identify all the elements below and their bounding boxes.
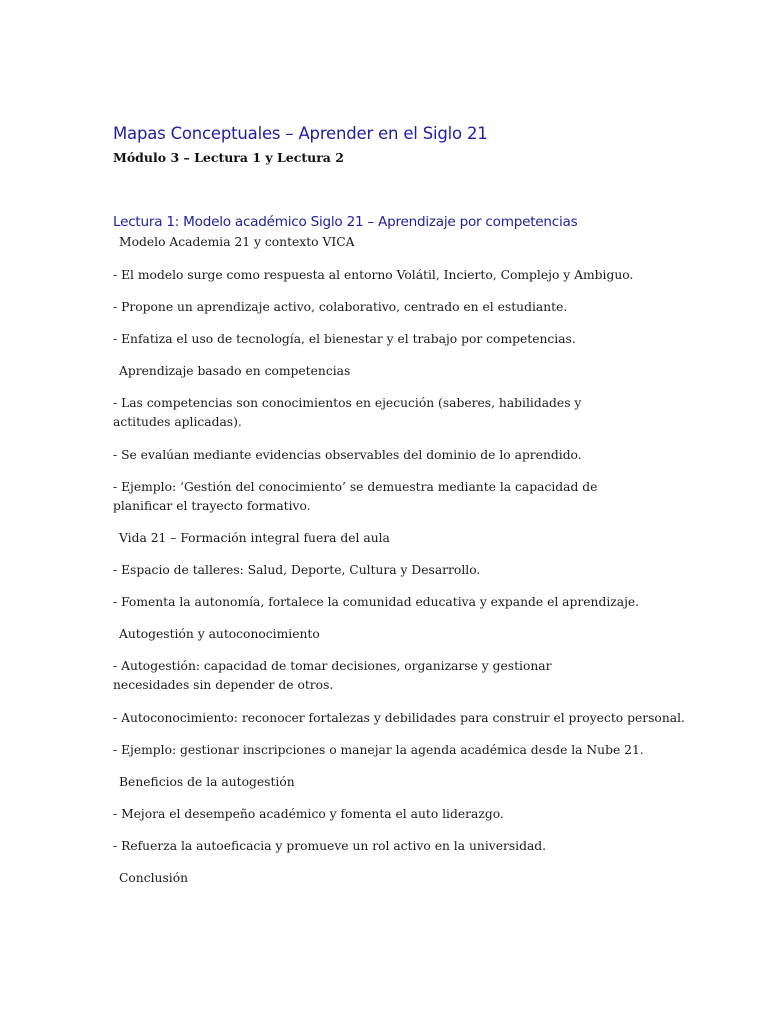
document-title: Mapas Conceptuales – Aprender en el Siglo 21 <box>113 124 488 143</box>
list-item: - Ejemplo: ‘Gestión del conocimiento’ se demuestra mediante la capacidad de planificar el trayecto formativo. <box>113 480 598 513</box>
list-item: - Se evalúan mediante evidencias observables del dominio de lo aprendido. <box>113 448 582 462</box>
list-item: - Propone un aprendizaje activo, colaborativo, centrado en el estudiante. <box>113 300 568 314</box>
subheading-aprendizaje-competencias: Aprendizaje basado en competencias <box>119 364 351 378</box>
subheading-vida-21: Vida 21 – Formación integral fuera del aula <box>119 531 390 545</box>
list-item: - Autoconocimiento: reconocer fortalezas y debilidades para construir el proyecto personal. <box>113 711 685 725</box>
subheading-autogestion: Autogestión y autoconocimiento <box>119 627 320 641</box>
list-item: - Fomenta la autonomía, fortalece la comunidad educativa y expande el aprendizaje. <box>113 595 640 609</box>
subheading-beneficios: Beneficios de la autogestión <box>119 775 295 789</box>
section-heading-lectura-1: Lectura 1: Modelo académico Siglo 21 – Aprendizaje por competencias <box>113 214 578 230</box>
list-item: - Ejemplo: gestionar inscripciones o manejar la agenda académica desde la Nube 21. <box>113 743 644 757</box>
list-item: - Enfatiza el uso de tecnología, el bienestar y el trabajo por competencias. <box>113 332 576 346</box>
list-item: - Las competencias son conocimientos en ejecución (saberes, habilidades y actitudes aplicadas). <box>113 396 582 429</box>
list-item: - Mejora el desempeño académico y fomenta el auto liderazgo. <box>113 807 504 821</box>
list-item: - Refuerza la autoeficacia y promueve un rol activo en la universidad. <box>113 839 547 853</box>
list-item: - El modelo surge como respuesta al entorno Volátil, Incierto, Complejo y Ambiguo. <box>113 268 634 282</box>
subheading-conclusion: Conclusión <box>119 871 189 885</box>
list-item: - Espacio de talleres: Salud, Deporte, Cultura y Desarrollo. <box>113 563 481 577</box>
subheading-modelo-academia: Modelo Academia 21 y contexto VICA <box>119 235 355 249</box>
document-subtitle: Módulo 3 – Lectura 1 y Lectura 2 <box>113 150 344 165</box>
list-item: - Autogestión: capacidad de tomar decisiones, organizarse y gestionar necesidades sin depender de otros. <box>113 659 552 692</box>
